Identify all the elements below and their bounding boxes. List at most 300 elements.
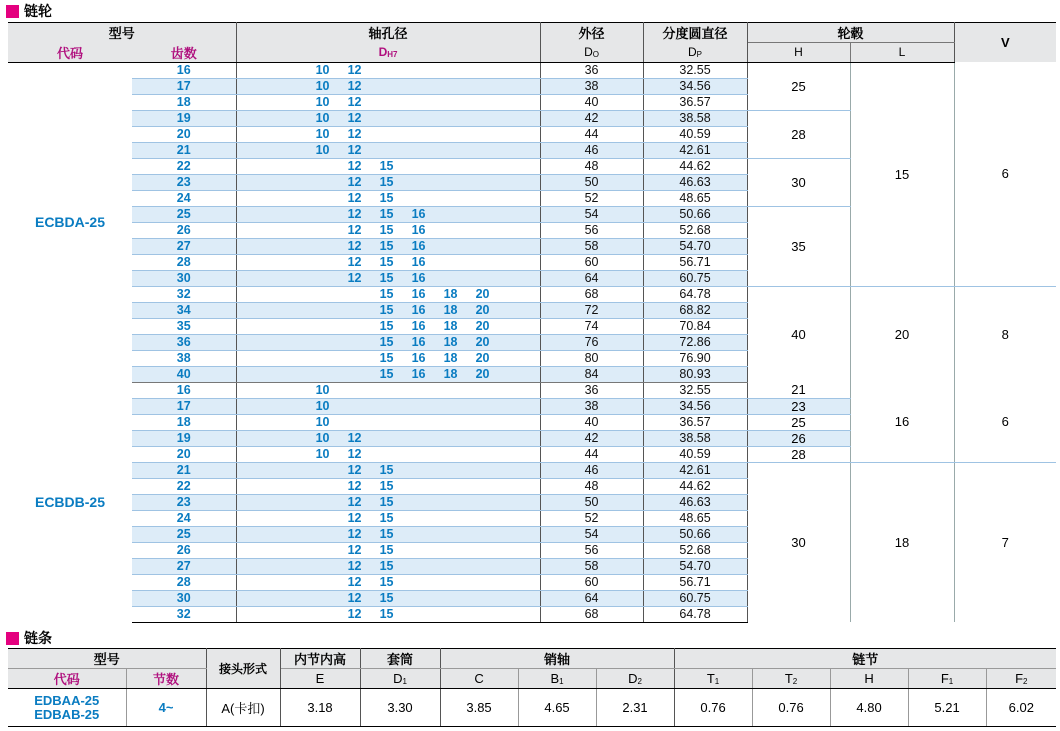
- od-cell: 52: [540, 510, 643, 526]
- bores-cell: [236, 558, 540, 574]
- v-cell: 7: [954, 462, 1056, 622]
- pin-header: 销轴: [440, 649, 674, 669]
- pcd-cell: 80.93: [643, 366, 747, 382]
- v-cell: 6: [954, 382, 1056, 462]
- bores-cell: [236, 574, 540, 590]
- bore-value: 20: [475, 318, 490, 333]
- chain-t1: 0.76: [674, 689, 752, 727]
- bore-value: 10: [315, 382, 330, 397]
- bore-value: 16: [411, 366, 426, 381]
- teeth-cell: 27: [132, 558, 236, 574]
- od-cell: 46: [540, 142, 643, 158]
- od-cell: 44: [540, 126, 643, 142]
- bore-value: 15: [379, 222, 394, 237]
- od-cell: 58: [540, 558, 643, 574]
- bore-value: 15: [379, 206, 394, 221]
- h-cell: 28: [747, 110, 850, 158]
- bore-value: 16: [411, 334, 426, 349]
- teeth-cell: 24: [132, 510, 236, 526]
- teeth-cell: 28: [132, 254, 236, 270]
- bore-value: 20: [475, 350, 490, 365]
- bore-value: 15: [379, 158, 394, 173]
- bore-value: 16: [411, 206, 426, 221]
- od-cell: 40: [540, 414, 643, 430]
- bore-value: 16: [411, 302, 426, 317]
- h-cell: 25: [747, 62, 850, 110]
- bore-value: 12: [347, 78, 362, 93]
- bores-cell: [236, 222, 540, 238]
- sprocket-row: [8, 62, 1056, 78]
- bores-cell: [236, 366, 540, 382]
- v-cell: 8: [954, 286, 1056, 382]
- bore-value: 12: [347, 254, 362, 269]
- teeth-cell: 16: [132, 382, 236, 398]
- bores-cell: [236, 62, 540, 78]
- pcd-cell: 34.56: [643, 78, 747, 94]
- pcd-cell: 60.75: [643, 270, 747, 286]
- od-cell: 40: [540, 94, 643, 110]
- pcd-cell: 46.63: [643, 174, 747, 190]
- pcd-cell: 36.57: [643, 414, 747, 430]
- od-cell: 60: [540, 574, 643, 590]
- teeth-cell: 40: [132, 366, 236, 382]
- joint-header: 接头形式: [206, 649, 280, 689]
- h-cell: 40: [747, 286, 850, 382]
- bore-symbol: DH7: [236, 43, 540, 63]
- pcd-cell: 54.70: [643, 238, 747, 254]
- bore-value: 10: [315, 62, 330, 77]
- h-cell: 25: [747, 414, 850, 430]
- bores-cell: [236, 414, 540, 430]
- od-cell: 60: [540, 254, 643, 270]
- teeth-cell: 20: [132, 126, 236, 142]
- bore-value: 15: [379, 510, 394, 525]
- chain-table: [8, 648, 1056, 727]
- teeth-cell: 16: [132, 62, 236, 78]
- bore-value: 15: [379, 526, 394, 541]
- chain-code-cell: [8, 689, 126, 727]
- bores-cell: [236, 334, 540, 350]
- bore-value: 12: [347, 94, 362, 109]
- od-cell: 36: [540, 382, 643, 398]
- bore-value: 18: [443, 334, 458, 349]
- bore-value: 12: [347, 558, 362, 573]
- bore-value: 12: [347, 526, 362, 541]
- bore-value: 15: [379, 558, 394, 573]
- t2-header: T2: [752, 669, 830, 689]
- bore-value: 12: [347, 574, 362, 589]
- pcd-cell: 52.68: [643, 222, 747, 238]
- model-header: 型号: [8, 23, 236, 43]
- f2-header: F2: [986, 669, 1056, 689]
- bores-cell: [236, 174, 540, 190]
- teeth-cell: 19: [132, 430, 236, 446]
- bore-value: 16: [411, 254, 426, 269]
- od-cell: 72: [540, 302, 643, 318]
- h-link-header: H: [830, 669, 908, 689]
- bores-cell: [236, 350, 540, 366]
- teeth-cell: 23: [132, 494, 236, 510]
- pcd-cell: 34.56: [643, 398, 747, 414]
- pcd-cell: 52.68: [643, 542, 747, 558]
- chain-links: 4~: [126, 689, 206, 727]
- teeth-cell: 22: [132, 478, 236, 494]
- pcd-cell: 42.61: [643, 462, 747, 478]
- square-bullet-icon: [6, 5, 19, 18]
- square-bullet-icon: [6, 632, 19, 645]
- pcd-cell: 64.78: [643, 286, 747, 302]
- bore-value: 16: [411, 270, 426, 285]
- t1-header: T1: [674, 669, 752, 689]
- sprocket-code: ECBDB-25: [34, 493, 105, 510]
- bore-value: 10: [315, 142, 330, 157]
- b1-header: B1: [518, 669, 596, 689]
- bore-value: 12: [347, 446, 362, 461]
- bore-value: 15: [379, 270, 394, 285]
- l-cell: 15: [850, 62, 954, 286]
- od-cell: 50: [540, 494, 643, 510]
- links-header: 节数: [126, 669, 206, 689]
- h-cell: 26: [747, 430, 850, 446]
- pcd-cell: 72.86: [643, 334, 747, 350]
- sprocket-row: [8, 462, 1056, 478]
- bore-value: 12: [347, 62, 362, 77]
- od-cell: 38: [540, 78, 643, 94]
- chain-e: 3.18: [280, 689, 360, 727]
- chain-f2: 6.02: [986, 689, 1056, 727]
- od-cell: 68: [540, 286, 643, 302]
- bore-header: 轴孔径: [236, 23, 540, 43]
- pcd-cell: 44.62: [643, 158, 747, 174]
- bore-value: 15: [379, 174, 394, 189]
- bore-value: 15: [379, 494, 394, 509]
- bores-cell: [236, 526, 540, 542]
- bores-cell: [236, 494, 540, 510]
- od-cell: 76: [540, 334, 643, 350]
- bore-value: 16: [411, 222, 426, 237]
- bore-value: 12: [347, 158, 362, 173]
- pcd-cell: 70.84: [643, 318, 747, 334]
- v-cell: 6: [954, 62, 1056, 286]
- chain-code-header: 代码: [8, 669, 126, 689]
- bores-cell: [236, 398, 540, 414]
- bore-value: 18: [443, 366, 458, 381]
- od-cell: 84: [540, 366, 643, 382]
- bores-cell: [236, 142, 540, 158]
- bores-cell: [236, 542, 540, 558]
- teeth-cell: 32: [132, 606, 236, 622]
- bore-value: 20: [475, 302, 490, 317]
- bore-value: 12: [347, 590, 362, 605]
- bore-value: 20: [475, 334, 490, 349]
- bore-value: 15: [379, 542, 394, 557]
- h-cell: 30: [747, 462, 850, 622]
- teeth-cell: 24: [132, 190, 236, 206]
- pcd-cell: 40.59: [643, 126, 747, 142]
- pcd-cell: 46.63: [643, 494, 747, 510]
- pcd-cell: 48.65: [643, 510, 747, 526]
- h-cell: 28: [747, 446, 850, 462]
- bore-value: 12: [347, 270, 362, 285]
- teeth-cell: 32: [132, 286, 236, 302]
- bore-value: 18: [443, 302, 458, 317]
- teeth-cell: 26: [132, 542, 236, 558]
- bore-value: 15: [379, 574, 394, 589]
- l-cell: 18: [850, 462, 954, 622]
- teeth-cell: 18: [132, 94, 236, 110]
- od-cell: 80: [540, 350, 643, 366]
- bores-cell: [236, 254, 540, 270]
- bores-cell: [236, 510, 540, 526]
- bore-value: 20: [475, 286, 490, 301]
- teeth-cell: 36: [132, 334, 236, 350]
- bores-cell: [236, 446, 540, 462]
- bore-value: 12: [347, 478, 362, 493]
- bore-value: 12: [347, 206, 362, 221]
- bores-cell: [236, 94, 540, 110]
- teeth-cell: 25: [132, 206, 236, 222]
- od-cell: 36: [540, 62, 643, 78]
- h-header: H: [747, 43, 850, 63]
- od-cell: 68: [540, 606, 643, 622]
- chain-c: 3.85: [440, 689, 518, 727]
- bore-value: 15: [379, 590, 394, 605]
- od-cell: 48: [540, 158, 643, 174]
- od-cell: 50: [540, 174, 643, 190]
- pcd-cell: 40.59: [643, 446, 747, 462]
- od-cell: 64: [540, 270, 643, 286]
- teeth-cell: 26: [132, 222, 236, 238]
- bores-cell: [236, 158, 540, 174]
- teeth-cell: 19: [132, 110, 236, 126]
- bore-value: 15: [379, 318, 394, 333]
- teeth-cell: 23: [132, 174, 236, 190]
- chain-b1: 4.65: [518, 689, 596, 727]
- bore-value: 10: [315, 414, 330, 429]
- bores-cell: [236, 190, 540, 206]
- od-cell: 54: [540, 526, 643, 542]
- bore-value: 15: [379, 190, 394, 205]
- chain-t2: 0.76: [752, 689, 830, 727]
- chain-code-2: EDBAB-25: [34, 706, 100, 722]
- teeth-cell: 27: [132, 238, 236, 254]
- bores-cell: [236, 126, 540, 142]
- bore-value: 12: [347, 126, 362, 141]
- teeth-cell: 30: [132, 270, 236, 286]
- chain-h: 4.80: [830, 689, 908, 727]
- bore-value: 12: [347, 510, 362, 525]
- bore-value: 12: [347, 174, 362, 189]
- teeth-cell: 38: [132, 350, 236, 366]
- bores-cell: [236, 270, 540, 286]
- bore-value: 10: [315, 94, 330, 109]
- code-header: 代码: [8, 43, 132, 63]
- pcd-cell: 64.78: [643, 606, 747, 622]
- l-cell: 16: [850, 382, 954, 462]
- sprocket-row: [8, 382, 1056, 398]
- bore-value: 12: [347, 238, 362, 253]
- bore-value: 10: [315, 78, 330, 93]
- inner-height-header: 内节内高: [280, 649, 360, 669]
- od-cell: 42: [540, 430, 643, 446]
- bore-value: 18: [443, 318, 458, 333]
- f1-header: F1: [908, 669, 986, 689]
- bores-cell: [236, 590, 540, 606]
- od-header: 外径: [540, 23, 643, 43]
- teeth-cell: 25: [132, 526, 236, 542]
- link-plate-header: 链节: [674, 649, 1056, 669]
- l-header: L: [850, 43, 954, 63]
- od-cell: 42: [540, 110, 643, 126]
- bores-cell: [236, 430, 540, 446]
- bore-value: 15: [379, 606, 394, 621]
- bore-value: 15: [379, 478, 394, 493]
- od-cell: 54: [540, 206, 643, 222]
- teeth-cell: 18: [132, 414, 236, 430]
- d2-header: D2: [596, 669, 674, 689]
- bore-value: 12: [347, 606, 362, 621]
- pcd-cell: 44.62: [643, 478, 747, 494]
- bore-value: 18: [443, 286, 458, 301]
- pcd-cell: 68.82: [643, 302, 747, 318]
- d1-header: D1: [360, 669, 440, 689]
- l-cell: 20: [850, 286, 954, 382]
- od-cell: 52: [540, 190, 643, 206]
- bore-value: 15: [379, 254, 394, 269]
- chain-model-header: 型号: [8, 649, 206, 669]
- od-cell: 56: [540, 542, 643, 558]
- teeth-cell: 22: [132, 158, 236, 174]
- pcd-cell: 56.71: [643, 254, 747, 270]
- bore-value: 16: [411, 238, 426, 253]
- pcd-cell: 32.55: [643, 62, 747, 78]
- sprocket-section-title: [6, 3, 52, 19]
- teeth-cell: 21: [132, 462, 236, 478]
- bores-cell: [236, 78, 540, 94]
- c-header: C: [440, 669, 518, 689]
- pcd-cell: 38.58: [643, 430, 747, 446]
- bore-value: 12: [347, 222, 362, 237]
- bore-value: 18: [443, 350, 458, 365]
- teeth-cell: 17: [132, 398, 236, 414]
- pcd-cell: 54.70: [643, 558, 747, 574]
- bore-value: 16: [411, 350, 426, 365]
- h-cell: 35: [747, 206, 850, 286]
- bore-value: 12: [347, 142, 362, 157]
- bores-cell: [236, 382, 540, 398]
- od-cell: 58: [540, 238, 643, 254]
- sprocket-title: 链轮: [24, 3, 52, 19]
- teeth-cell: 17: [132, 78, 236, 94]
- bushing-header: 套筒: [360, 649, 440, 669]
- pcd-symbol: DP: [643, 43, 747, 63]
- bores-cell: [236, 286, 540, 302]
- pcd-cell: 56.71: [643, 574, 747, 590]
- bore-value: 15: [379, 366, 394, 381]
- bores-cell: [236, 318, 540, 334]
- bore-value: 10: [315, 398, 330, 413]
- pcd-header: 分度圆直径: [643, 23, 747, 43]
- pcd-cell: 50.66: [643, 526, 747, 542]
- od-symbol: DO: [540, 43, 643, 63]
- bore-value: 15: [379, 286, 394, 301]
- bore-value: 15: [379, 238, 394, 253]
- teeth-header: 齿数: [132, 43, 236, 63]
- teeth-cell: 34: [132, 302, 236, 318]
- bore-value: 15: [379, 350, 394, 365]
- bore-value: 15: [379, 334, 394, 349]
- teeth-cell: 35: [132, 318, 236, 334]
- od-cell: 38: [540, 398, 643, 414]
- od-cell: 64: [540, 590, 643, 606]
- bore-value: 16: [411, 286, 426, 301]
- teeth-cell: 28: [132, 574, 236, 590]
- h-cell: 23: [747, 398, 850, 414]
- sprocket-table: [8, 22, 1056, 623]
- bore-value: 12: [347, 430, 362, 445]
- teeth-cell: 21: [132, 142, 236, 158]
- bores-cell: [236, 206, 540, 222]
- bore-value: 15: [379, 462, 394, 477]
- bore-value: 12: [347, 462, 362, 477]
- bore-value: 12: [347, 190, 362, 205]
- bore-value: 10: [315, 126, 330, 141]
- od-cell: 46: [540, 462, 643, 478]
- hub-header: 轮毂: [747, 23, 954, 43]
- bore-value: 16: [411, 318, 426, 333]
- chain-title: 链条: [24, 630, 52, 646]
- teeth-cell: 30: [132, 590, 236, 606]
- od-cell: 74: [540, 318, 643, 334]
- bore-value: 10: [315, 110, 330, 125]
- pcd-cell: 76.90: [643, 350, 747, 366]
- bores-cell: [236, 606, 540, 622]
- chain-joint: A(卡扣): [206, 689, 280, 727]
- od-cell: 56: [540, 222, 643, 238]
- bores-cell: [236, 238, 540, 254]
- chain-d2: 2.31: [596, 689, 674, 727]
- pcd-cell: 38.58: [643, 110, 747, 126]
- v-header: V: [954, 23, 1056, 63]
- bore-value: 12: [347, 542, 362, 557]
- sprocket-code: ECBDA-25: [34, 213, 105, 230]
- e-header: E: [280, 669, 360, 689]
- teeth-cell: 20: [132, 446, 236, 462]
- bore-value: 20: [475, 366, 490, 381]
- pcd-cell: 60.75: [643, 590, 747, 606]
- bores-cell: [236, 478, 540, 494]
- pcd-cell: 48.65: [643, 190, 747, 206]
- chain-code-1: EDBAA-25: [34, 692, 100, 708]
- chain-d1: 3.30: [360, 689, 440, 727]
- pcd-cell: 32.55: [643, 382, 747, 398]
- h-cell: 30: [747, 158, 850, 206]
- chain-f1: 5.21: [908, 689, 986, 727]
- bore-value: 10: [315, 430, 330, 445]
- bores-cell: [236, 462, 540, 478]
- bore-value: 12: [347, 494, 362, 509]
- bores-cell: [236, 302, 540, 318]
- bores-cell: [236, 110, 540, 126]
- bore-value: 15: [379, 302, 394, 317]
- bore-value: 10: [315, 446, 330, 461]
- sprocket-row: [8, 286, 1056, 302]
- pcd-cell: 36.57: [643, 94, 747, 110]
- od-cell: 44: [540, 446, 643, 462]
- bore-value: 12: [347, 110, 362, 125]
- h-cell: 21: [747, 382, 850, 398]
- pcd-cell: 50.66: [643, 206, 747, 222]
